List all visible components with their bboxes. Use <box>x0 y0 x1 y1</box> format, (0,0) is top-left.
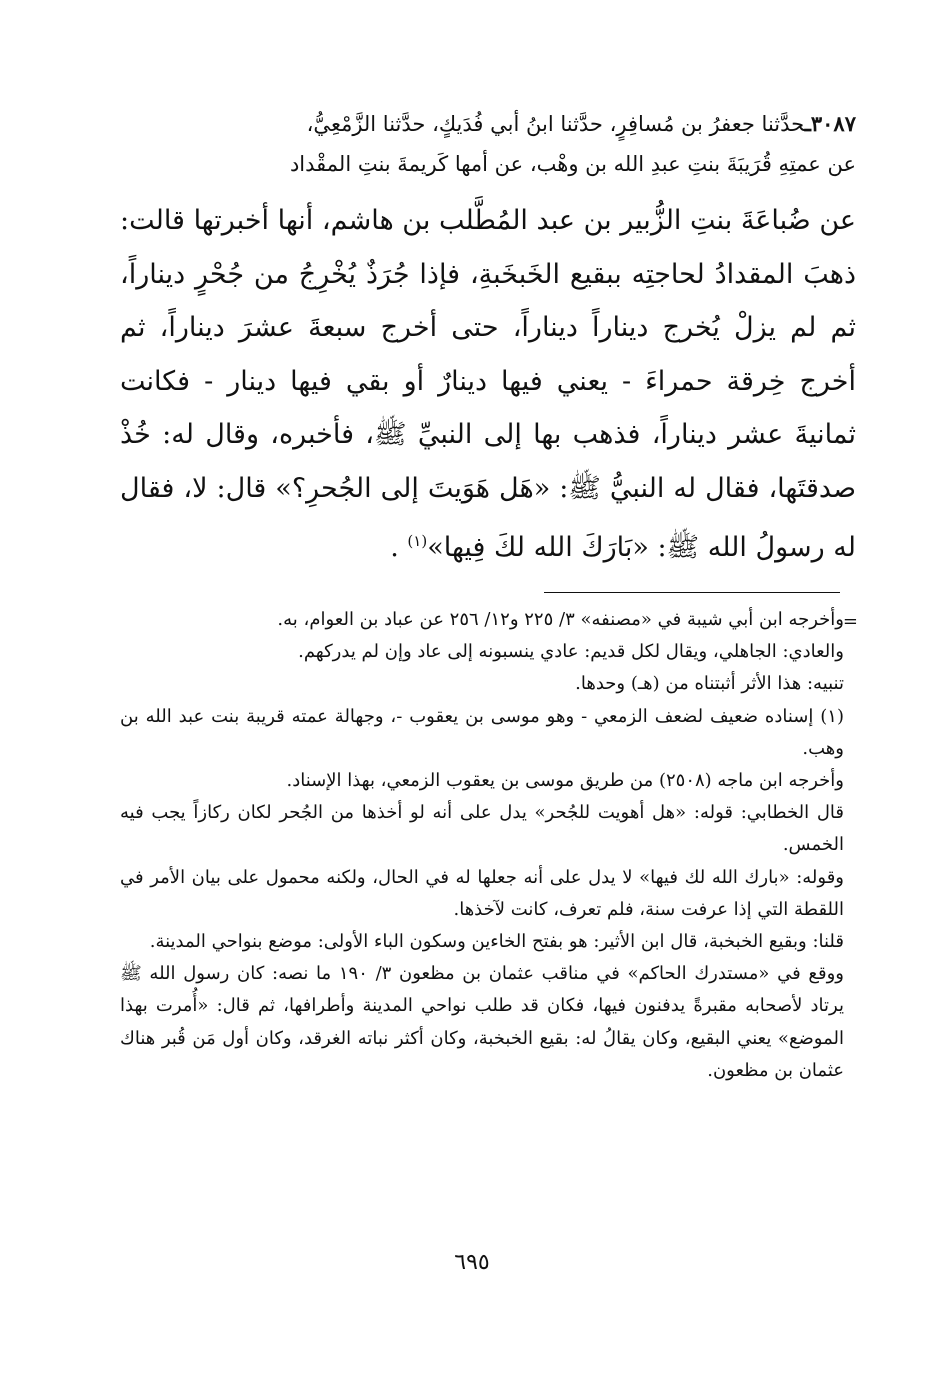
continuation-mark: = <box>842 611 858 632</box>
matn-text: عن ضُباعَةَ بنتِ الزُّبير بن عبد المُطَّلب بن هاشم، أنها أخبرتها قالت: ذهبَ المقدادُ لحاجتِه ببقيع الخَبخَبةِ، فإذا جُرَذٌ يُخْرِجُ من جُحْرٍ ديناراً، ثم لم يزلْ يُخرج ديناراً ديناراً، حتى أخرج سبعةَ عشرَ ديناراً، ثم أخرج خِرقة حمراءَ - يعني فيها دينارٌ أو بقي فيها دينار - فكانت ثمانيةَ عشر ديناراً، فذهب بها إلى النبيِّ ﷺ، فأخبره، وقال له: خُذْ صدقتَها، فقال له النبيُّ ﷺ: «هَل هَوَيتَ إلى الجُحرِ؟» قال: لا، فقال له رسولُ الله ﷺ: «بَارَكَ الله لكَ فِيها» <box>120 205 856 563</box>
end-mark: . <box>390 532 399 563</box>
hadith-block <box>120 104 856 575</box>
footnote-paragraph: ووقع في «مستدرك الحاكم» في مناقب عثمان بن مظعون ٣/ ١٩٠ ما نصه: كان رسول الله ﷺ يرتاد لأصحابه مقبرةً يدفنون فيها، فكان قد طلب نواحي المدينة وأطرافها، ثم قال: «أُمرت بهذا الموضع» يعني البقيع، وكان يقالُ له: بقيع الخبخبة، وكان أكثر نباته الغرقد، وكان أول مَن قُبر هناك عثمان بن مظعون. <box>120 963 844 1081</box>
isnad-line-1: حدَّثنا جعفرُ بن مُسافِرٍ، حدَّثنا ابنُ أبي فُدَيكٍ، حدَّثنا الزَّمْعِيُّ، <box>306 112 805 136</box>
hadith-number: ٣٠٨٧ـ <box>804 111 856 136</box>
footnote-paragraph: وأخرجه ابن ماجه (٢٥٠٨) من طريق موسى بن يعقوب الزمعي، بهذا الإسناد. <box>286 770 844 792</box>
page-number: ٦٩٥ <box>454 1250 490 1275</box>
isnad-line-2: عن عمتِهِ قُرَيبَةَ بنتِ عبدِ الله بن وهْب، عن أمها كَريمةَ بنتِ المقْداد <box>289 152 856 176</box>
footnote-divider <box>544 592 840 593</box>
hadith-matn <box>120 194 856 575</box>
footnote-reference[interactable]: (١) <box>407 532 428 550</box>
footnote-paragraph: قلنا: وبقيع الخبخبة، قال ابن الأثير: هو بفتح الخاءين وسكون الباء الأولى: موضع بنواحي المدينة. <box>149 931 844 953</box>
footnote-paragraph: والعادي: الجاهلي، ويقال لكل قديم: عادي ينسبونه إلى عاد وإن لم يدركهم. <box>298 641 844 663</box>
footnote-paragraph: (١) إسناده ضعيف لضعف الزمعي - وهو موسى بن يعقوب -، وجهالة عمته قريبة بنت عبد الله بن وهب. <box>120 705 844 759</box>
footnotes-section <box>120 604 858 1087</box>
footnote-paragraph: تنبيه: هذا الأثر أثبتناه من (هـ) وحدها. <box>575 673 844 695</box>
footnote-paragraph: وأخرجه ابن أبي شيبة في «مصنفه» ٣/ ٢٢٥ و١٢/ ٢٥٦ عن عباد بن العوام، به. <box>277 609 844 630</box>
footnote-paragraph: قال الخطابي: قوله: «هل أهويت للجُحر» يدل على أنه لو أخذها من الجُحر لكان ركازاً يجب فيه الخمس. <box>120 802 844 856</box>
hadith-isnad <box>120 104 856 184</box>
footnote-paragraph: وقوله: «بارك الله لك فيها» لا يدل على أنه جعلها له في الحال، ولكنه محمول على بيان الأمر في اللقطة التي إذا عرفت سنة، فلم تعرف، كانت لآخذها. <box>120 866 844 920</box>
